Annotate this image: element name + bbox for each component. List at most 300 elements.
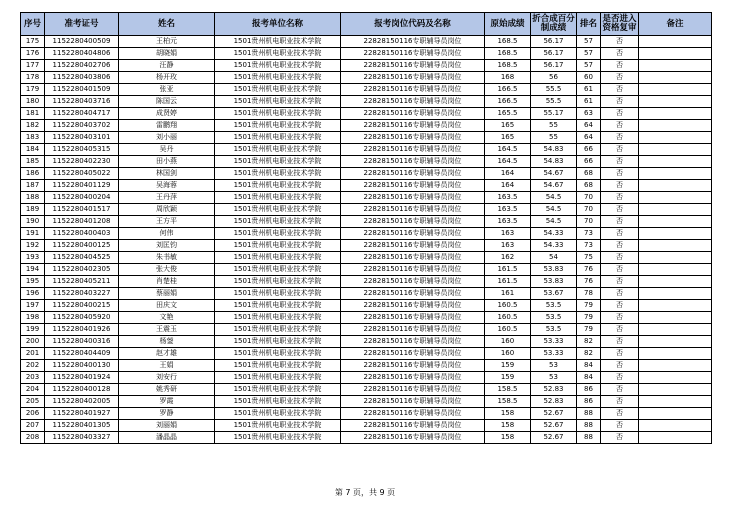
employer-cell: 1501贵州机电职业技术学院 [215,168,341,180]
seq-cell: 188 [21,192,45,204]
position-cell: 22828150116专职辅导员岗位 [341,204,485,216]
raw-score-cell: 158 [485,432,531,444]
review-eligibility-cell: 否 [601,324,639,336]
raw-score-cell: 163.5 [485,192,531,204]
ticket-number-cell: 1152280401129 [45,180,119,192]
table-row [21,108,712,120]
table-row [21,408,712,420]
position-header: 报考岗位代码及名称 [341,13,485,36]
remarks-cell [639,144,712,156]
table-row [21,180,712,192]
position-cell: 22828150116专职辅导员岗位 [341,372,485,384]
review-eligibility-cell: 否 [601,252,639,264]
remarks-cell [639,420,712,432]
position-cell: 22828150116专职辅导员岗位 [341,96,485,108]
raw-score-cell: 161 [485,288,531,300]
rank-cell: 57 [577,60,601,72]
position-cell: 22828150116专职辅导员岗位 [341,384,485,396]
raw-score-cell: 166.5 [485,84,531,96]
position-cell: 22828150116专职辅导员岗位 [341,336,485,348]
table-row [21,120,712,132]
employer-cell: 1501贵州机电职业技术学院 [215,60,341,72]
review-eligibility-cell: 否 [601,228,639,240]
remarks-cell [639,60,712,72]
converted-score-cell: 53.5 [531,324,577,336]
results-table [20,12,712,444]
position-cell: 22828150116专职辅导员岗位 [341,432,485,444]
ticket-number-cell: 1152280403702 [45,120,119,132]
raw-score-cell: 160 [485,336,531,348]
ticket-number-cell: 1152280405022 [45,168,119,180]
ticket-number-cell: 1152280401305 [45,420,119,432]
employer-cell: 1501贵州机电职业技术学院 [215,420,341,432]
review-eligibility-cell: 否 [601,348,639,360]
table-row [21,36,712,48]
position-cell: 22828150116专职辅导员岗位 [341,252,485,264]
employer-cell: 1501贵州机电职业技术学院 [215,120,341,132]
employer-cell: 1501贵州机电职业技术学院 [215,264,341,276]
raw-score-cell: 168.5 [485,48,531,60]
rank-cell: 64 [577,120,601,132]
raw-score-cell: 163 [485,228,531,240]
position-cell: 22828150116专职辅导员岗位 [341,120,485,132]
position-cell: 22828150116专职辅导员岗位 [341,240,485,252]
converted-score-header: 折合成百分制成绩 [531,13,577,36]
converted-score-cell: 55.5 [531,96,577,108]
rank-cell: 73 [577,228,601,240]
review-eligibility-cell: 否 [601,156,639,168]
name-cell: 陈国云 [119,96,215,108]
table-row [21,396,712,408]
rank-cell: 84 [577,372,601,384]
converted-score-cell: 53.5 [531,300,577,312]
table-row [21,432,712,444]
converted-score-cell: 54.67 [531,180,577,192]
remarks-cell [639,336,712,348]
remarks-cell [639,240,712,252]
review-eligibility-cell: 否 [601,240,639,252]
remarks-cell [639,168,712,180]
employer-header: 报考单位名称 [215,13,341,36]
review-eligibility-cell: 否 [601,336,639,348]
table-row [21,372,712,384]
review-eligibility-cell: 否 [601,264,639,276]
seq-cell: 184 [21,144,45,156]
employer-cell: 1501贵州机电职业技术学院 [215,252,341,264]
rank-cell: 78 [577,288,601,300]
name-cell: 王震玉 [119,324,215,336]
seq-cell: 194 [21,264,45,276]
table-body [21,36,712,444]
ticket-number-cell: 1152280400130 [45,360,119,372]
employer-cell: 1501贵州机电职业技术学院 [215,432,341,444]
employer-cell: 1501贵州机电职业技术学院 [215,408,341,420]
name-cell: 田小燕 [119,156,215,168]
converted-score-cell: 54.5 [531,204,577,216]
review-eligibility-cell: 否 [601,36,639,48]
seq-cell: 206 [21,408,45,420]
converted-score-cell: 56.17 [531,60,577,72]
table-row [21,228,712,240]
rank-cell: 86 [577,384,601,396]
rank-cell: 64 [577,132,601,144]
converted-score-cell: 55.5 [531,84,577,96]
remarks-cell [639,372,712,384]
raw-score-cell: 165.5 [485,108,531,120]
employer-cell: 1501贵州机电职业技术学院 [215,204,341,216]
table-row [21,252,712,264]
review-eligibility-cell: 否 [601,48,639,60]
converted-score-cell: 54.83 [531,144,577,156]
seq-cell: 208 [21,432,45,444]
rank-cell: 61 [577,96,601,108]
employer-cell: 1501贵州机电职业技术学院 [215,300,341,312]
seq-cell: 204 [21,384,45,396]
ticket-number-cell: 1152280400125 [45,240,119,252]
ticket-number-cell: 1152280400128 [45,384,119,396]
employer-cell: 1501贵州机电职业技术学院 [215,132,341,144]
table-row [21,360,712,372]
name-cell: 刘安行 [119,372,215,384]
name-cell: 姚秀研 [119,384,215,396]
position-cell: 22828150116专职辅导员岗位 [341,264,485,276]
employer-cell: 1501贵州机电职业技术学院 [215,192,341,204]
raw-score-cell: 168.5 [485,60,531,72]
rank-header: 排名 [577,13,601,36]
review-eligibility-cell: 否 [601,360,639,372]
remarks-cell [639,120,712,132]
seq-cell: 195 [21,276,45,288]
converted-score-cell: 54.5 [531,216,577,228]
ticket-number-cell: 1152280401517 [45,204,119,216]
ticket-number-cell: 1152280403327 [45,432,119,444]
remarks-cell [639,96,712,108]
position-cell: 22828150116专职辅导员岗位 [341,420,485,432]
raw-score-cell: 163.5 [485,216,531,228]
review-eligibility-cell: 否 [601,396,639,408]
converted-score-cell: 53 [531,372,577,384]
seq-cell: 181 [21,108,45,120]
table-row [21,324,712,336]
rank-cell: 88 [577,432,601,444]
converted-score-cell: 52.83 [531,384,577,396]
rank-cell: 88 [577,420,601,432]
employer-cell: 1501贵州机电职业技术学院 [215,384,341,396]
position-cell: 22828150116专职辅导员岗位 [341,108,485,120]
raw-score-cell: 161.5 [485,264,531,276]
seq-cell: 179 [21,84,45,96]
ticket-number-cell: 1152280400316 [45,336,119,348]
remarks-cell [639,360,712,372]
position-cell: 22828150116专职辅导员岗位 [341,36,485,48]
review-eligibility-cell: 否 [601,168,639,180]
ticket-number-cell: 1152280404525 [45,252,119,264]
ticket-number-cell: 1152280405315 [45,144,119,156]
rank-cell: 70 [577,192,601,204]
review-eligibility-cell: 否 [601,432,639,444]
raw-score-cell: 159 [485,360,531,372]
remarks-cell [639,408,712,420]
rank-cell: 63 [577,108,601,120]
remarks-cell [639,432,712,444]
converted-score-cell: 54.5 [531,192,577,204]
name-cell: 刘丽娟 [119,420,215,432]
converted-score-cell: 53 [531,360,577,372]
name-cell: 汪静 [119,60,215,72]
remarks-cell [639,264,712,276]
review-eligibility-cell: 否 [601,204,639,216]
employer-cell: 1501贵州机电职业技术学院 [215,96,341,108]
name-cell: 胡晓娟 [119,48,215,60]
remarks-cell [639,36,712,48]
position-cell: 22828150116专职辅导员岗位 [341,360,485,372]
employer-cell: 1501贵州机电职业技术学院 [215,36,341,48]
position-cell: 22828150116专职辅导员岗位 [341,84,485,96]
table-row [21,264,712,276]
converted-score-cell: 53.33 [531,348,577,360]
employer-cell: 1501贵州机电职业技术学院 [215,108,341,120]
raw-score-cell: 164.5 [485,156,531,168]
seq-cell: 185 [21,156,45,168]
remarks-cell [639,276,712,288]
results-sheet [20,12,711,444]
raw-score-cell: 163.5 [485,204,531,216]
table-row [21,240,712,252]
seq-cell: 180 [21,96,45,108]
name-cell: 王柏元 [119,36,215,48]
employer-cell: 1501贵州机电职业技术学院 [215,216,341,228]
ticket-number-cell: 1152280401509 [45,84,119,96]
seq-cell: 175 [21,36,45,48]
review-eligibility-cell: 否 [601,60,639,72]
converted-score-cell: 52.67 [531,408,577,420]
remarks-cell [639,84,712,96]
position-cell: 22828150116专职辅导员岗位 [341,300,485,312]
table-row [21,288,712,300]
converted-score-cell: 53.83 [531,264,577,276]
raw-score-cell: 163 [485,240,531,252]
ticket-number-cell: 1152280400215 [45,300,119,312]
position-cell: 22828150116专职辅导员岗位 [341,288,485,300]
employer-cell: 1501贵州机电职业技术学院 [215,144,341,156]
name-cell: 张亚 [119,84,215,96]
ticket-number-cell: 1152280404806 [45,48,119,60]
review-eligibility-cell: 否 [601,192,639,204]
position-cell: 22828150116专职辅导员岗位 [341,408,485,420]
remarks-cell [639,192,712,204]
ticket-number-cell: 1152280402305 [45,264,119,276]
raw-score-cell: 158.5 [485,396,531,408]
review-eligibility-header: 是否进入资格复审 [601,13,639,36]
ticket-number-cell: 1152280404409 [45,348,119,360]
seq-cell: 186 [21,168,45,180]
table-row [21,132,712,144]
table-row [21,192,712,204]
name-cell: 田庆文 [119,300,215,312]
rank-cell: 84 [577,360,601,372]
ticket-number-cell: 1152280403806 [45,72,119,84]
raw-score-cell: 165 [485,132,531,144]
raw-score-header: 原始成绩 [485,13,531,36]
raw-score-cell: 160.5 [485,312,531,324]
employer-cell: 1501贵州机电职业技术学院 [215,396,341,408]
name-cell: 吴丹 [119,144,215,156]
position-cell: 22828150116专职辅导员岗位 [341,228,485,240]
rank-cell: 57 [577,48,601,60]
review-eligibility-cell: 否 [601,96,639,108]
ticket-number-cell: 1152280403716 [45,96,119,108]
converted-score-cell: 52.67 [531,432,577,444]
rank-cell: 79 [577,324,601,336]
remarks-cell [639,396,712,408]
employer-cell: 1501贵州机电职业技术学院 [215,228,341,240]
table-row [21,156,712,168]
remarks-cell [639,108,712,120]
seq-cell: 183 [21,132,45,144]
seq-cell: 178 [21,72,45,84]
raw-score-cell: 160.5 [485,300,531,312]
review-eligibility-cell: 否 [601,84,639,96]
raw-score-cell: 164 [485,180,531,192]
name-cell: 王丹萍 [119,192,215,204]
converted-score-cell: 54.83 [531,156,577,168]
raw-score-cell: 164 [485,168,531,180]
raw-score-cell: 166.5 [485,96,531,108]
position-cell: 22828150116专职辅导员岗位 [341,60,485,72]
remarks-cell [639,252,712,264]
converted-score-cell: 53.83 [531,276,577,288]
ticket-number-cell: 1152280401927 [45,408,119,420]
position-cell: 22828150116专职辅导员岗位 [341,192,485,204]
review-eligibility-cell: 否 [601,132,639,144]
seq-cell: 190 [21,216,45,228]
seq-cell: 189 [21,204,45,216]
ticket-number-cell: 1152280401208 [45,216,119,228]
raw-score-cell: 158 [485,420,531,432]
raw-score-cell: 168 [485,72,531,84]
ticket-number-cell: 1152280400509 [45,36,119,48]
seq-cell: 187 [21,180,45,192]
remarks-header: 备注 [639,13,712,36]
converted-score-cell: 54.33 [531,228,577,240]
rank-cell: 60 [577,72,601,84]
review-eligibility-cell: 否 [601,384,639,396]
name-cell: 杨蓥 [119,336,215,348]
review-eligibility-cell: 否 [601,420,639,432]
rank-cell: 86 [577,396,601,408]
converted-score-cell: 53.33 [531,336,577,348]
remarks-cell [639,204,712,216]
table-row [21,96,712,108]
remarks-cell [639,228,712,240]
seq-cell: 177 [21,60,45,72]
table-row [21,348,712,360]
remarks-cell [639,180,712,192]
position-cell: 22828150116专职辅导员岗位 [341,216,485,228]
review-eligibility-cell: 否 [601,144,639,156]
seq-cell: 199 [21,324,45,336]
table-row [21,336,712,348]
ticket-number-cell: 1152280405920 [45,312,119,324]
table-row [21,276,712,288]
rank-cell: 88 [577,408,601,420]
name-cell: 王方平 [119,216,215,228]
name-cell: 王娟 [119,360,215,372]
review-eligibility-cell: 否 [601,72,639,84]
name-cell: 潘晶晶 [119,432,215,444]
rank-cell: 57 [577,36,601,48]
ticket-number-cell: 1152280402005 [45,396,119,408]
name-cell: 罗霞 [119,396,215,408]
review-eligibility-cell: 否 [601,312,639,324]
raw-score-cell: 158 [485,408,531,420]
table-row [21,384,712,396]
seq-cell: 176 [21,48,45,60]
position-cell: 22828150116专职辅导员岗位 [341,276,485,288]
table-row [21,300,712,312]
name-cell: 文艳 [119,312,215,324]
review-eligibility-cell: 否 [601,276,639,288]
converted-score-cell: 52.83 [531,396,577,408]
name-cell: 蔡丽娟 [119,288,215,300]
name-cell: 雷鹏翔 [119,120,215,132]
ticket-number-header: 准考证号 [45,13,119,36]
rank-cell: 66 [577,156,601,168]
employer-cell: 1501贵州机电职业技术学院 [215,360,341,372]
raw-score-cell: 161.5 [485,276,531,288]
ticket-number-cell: 1152280402706 [45,60,119,72]
remarks-cell [639,324,712,336]
raw-score-cell: 165 [485,120,531,132]
position-cell: 22828150116专职辅导员岗位 [341,156,485,168]
review-eligibility-cell: 否 [601,180,639,192]
name-cell: 成贤婷 [119,108,215,120]
raw-score-cell: 160.5 [485,324,531,336]
name-cell: 朱书敏 [119,252,215,264]
employer-cell: 1501贵州机电职业技术学院 [215,324,341,336]
table-row [21,84,712,96]
rank-cell: 79 [577,312,601,324]
employer-cell: 1501贵州机电职业技术学院 [215,240,341,252]
remarks-cell [639,48,712,60]
ticket-number-cell: 1152280400403 [45,228,119,240]
rank-cell: 66 [577,144,601,156]
position-cell: 22828150116专职辅导员岗位 [341,180,485,192]
name-cell: 杨开玫 [119,72,215,84]
table-row [21,144,712,156]
remarks-cell [639,300,712,312]
rank-cell: 61 [577,84,601,96]
employer-cell: 1501贵州机电职业技术学院 [215,48,341,60]
remarks-cell [639,156,712,168]
rank-cell: 79 [577,300,601,312]
rank-cell: 76 [577,276,601,288]
employer-cell: 1501贵州机电职业技术学院 [215,156,341,168]
seq-cell: 200 [21,336,45,348]
ticket-number-cell: 1152280404717 [45,108,119,120]
rank-cell: 68 [577,180,601,192]
name-cell: 周欣颖 [119,204,215,216]
seq-cell: 201 [21,348,45,360]
position-cell: 22828150116专职辅导员岗位 [341,48,485,60]
remarks-cell [639,288,712,300]
employer-cell: 1501贵州机电职业技术学院 [215,372,341,384]
ticket-number-cell: 1152280401926 [45,324,119,336]
table-row [21,168,712,180]
seq-cell: 198 [21,312,45,324]
employer-cell: 1501贵州机电职业技术学院 [215,312,341,324]
converted-score-cell: 55.17 [531,108,577,120]
